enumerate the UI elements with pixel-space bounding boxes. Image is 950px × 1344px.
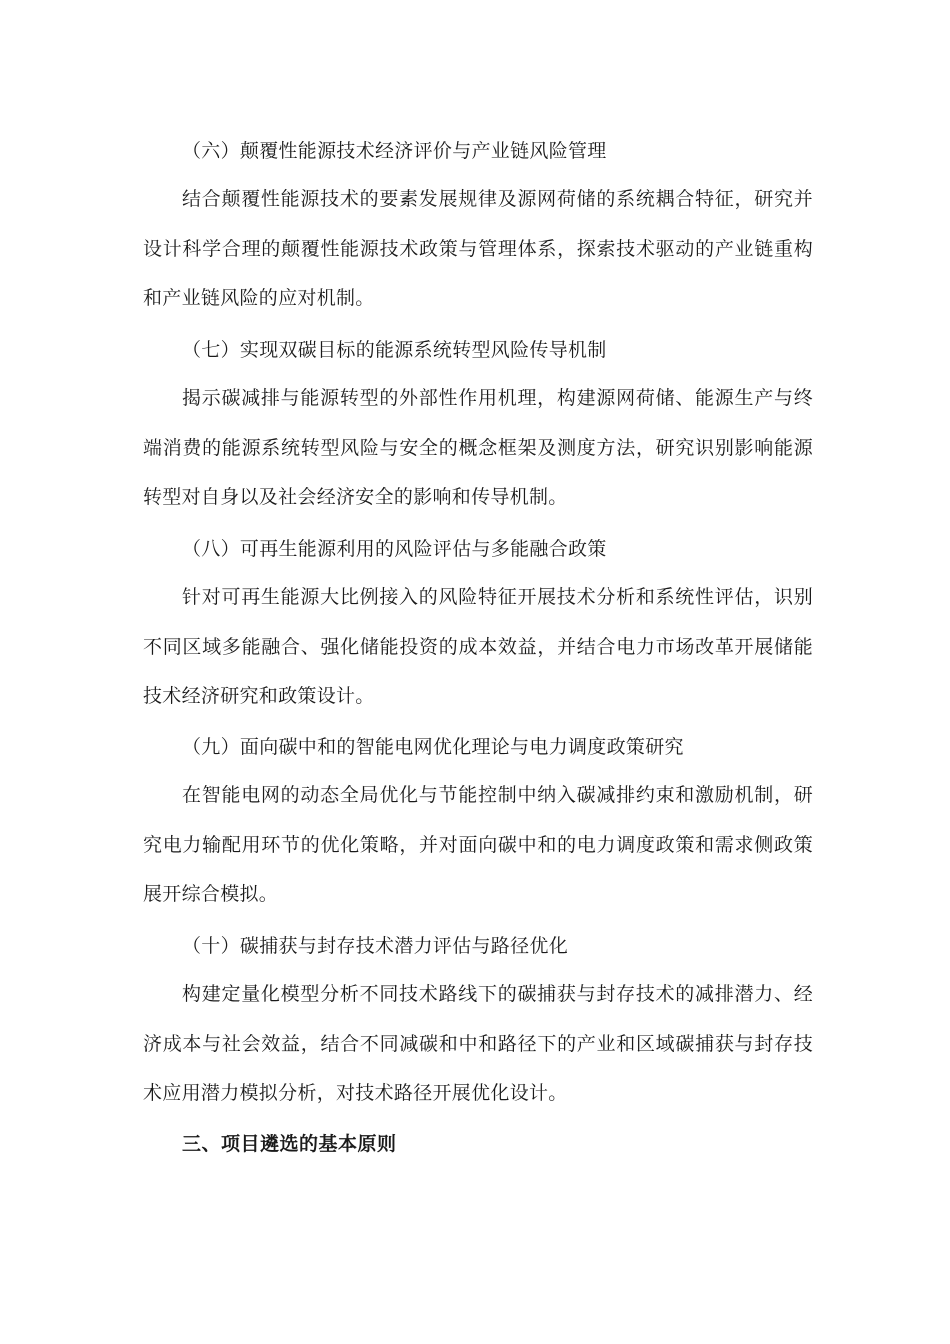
- subsection-heading-7: （七）实现双碳目标的能源系统转型风险传导机制: [182, 339, 607, 361]
- subsection-body-8: 针对可再生能源大比例接入的风险特征开展技术分析和系统性评估，识别不同区域多能融合、强化储能投资的成本效益，并结合电力市场改革开展储能技术经济研究和政策设计。: [143, 586, 813, 707]
- subsection-body-6: 结合颠覆性能源技术的要素发展规律及源网荷储的系统耦合特征，研究并设计科学合理的颠覆性能源技术政策与管理体系，探索技术驱动的产业链重构和产业链风险的应对机制。: [143, 188, 813, 309]
- subsection-body-9: 在智能电网的动态全局优化与节能控制中纳入碳减排约束和激励机制，研究电力输配用环节的优化策略，并对面向碳中和的电力调度政策和需求侧政策展开综合模拟。: [143, 784, 813, 905]
- subsection-body-7: 揭示碳减排与能源转型的外部性作用机理，构建源网荷储、能源生产与终端消费的能源系统转型风险与安全的概念框架及测度方法，研究识别影响能源转型对自身以及社会经济安全的影响和传导机制。: [143, 387, 813, 508]
- section-title: 三、项目遴选的基本原则: [182, 1133, 397, 1155]
- subsection-heading-10: （十）碳捕获与封存技术潜力评估与路径优化: [182, 935, 569, 957]
- subsection-heading-8: （八）可再生能源利用的风险评估与多能融合政策: [182, 538, 607, 560]
- subsection-heading-6: （六）颠覆性能源技术经济评价与产业链风险管理: [182, 140, 607, 162]
- subsection-heading-9: （九）面向碳中和的智能电网优化理论与电力调度政策研究: [182, 736, 684, 758]
- subsection-body-10: 构建定量化模型分析不同技术路线下的碳捕获与封存技术的减排潜力、经济成本与社会效益，结合不同减碳和中和路径下的产业和区域碳捕获与封存技术应用潜力模拟分析，对技术路径开展优化设计。: [143, 983, 813, 1104]
